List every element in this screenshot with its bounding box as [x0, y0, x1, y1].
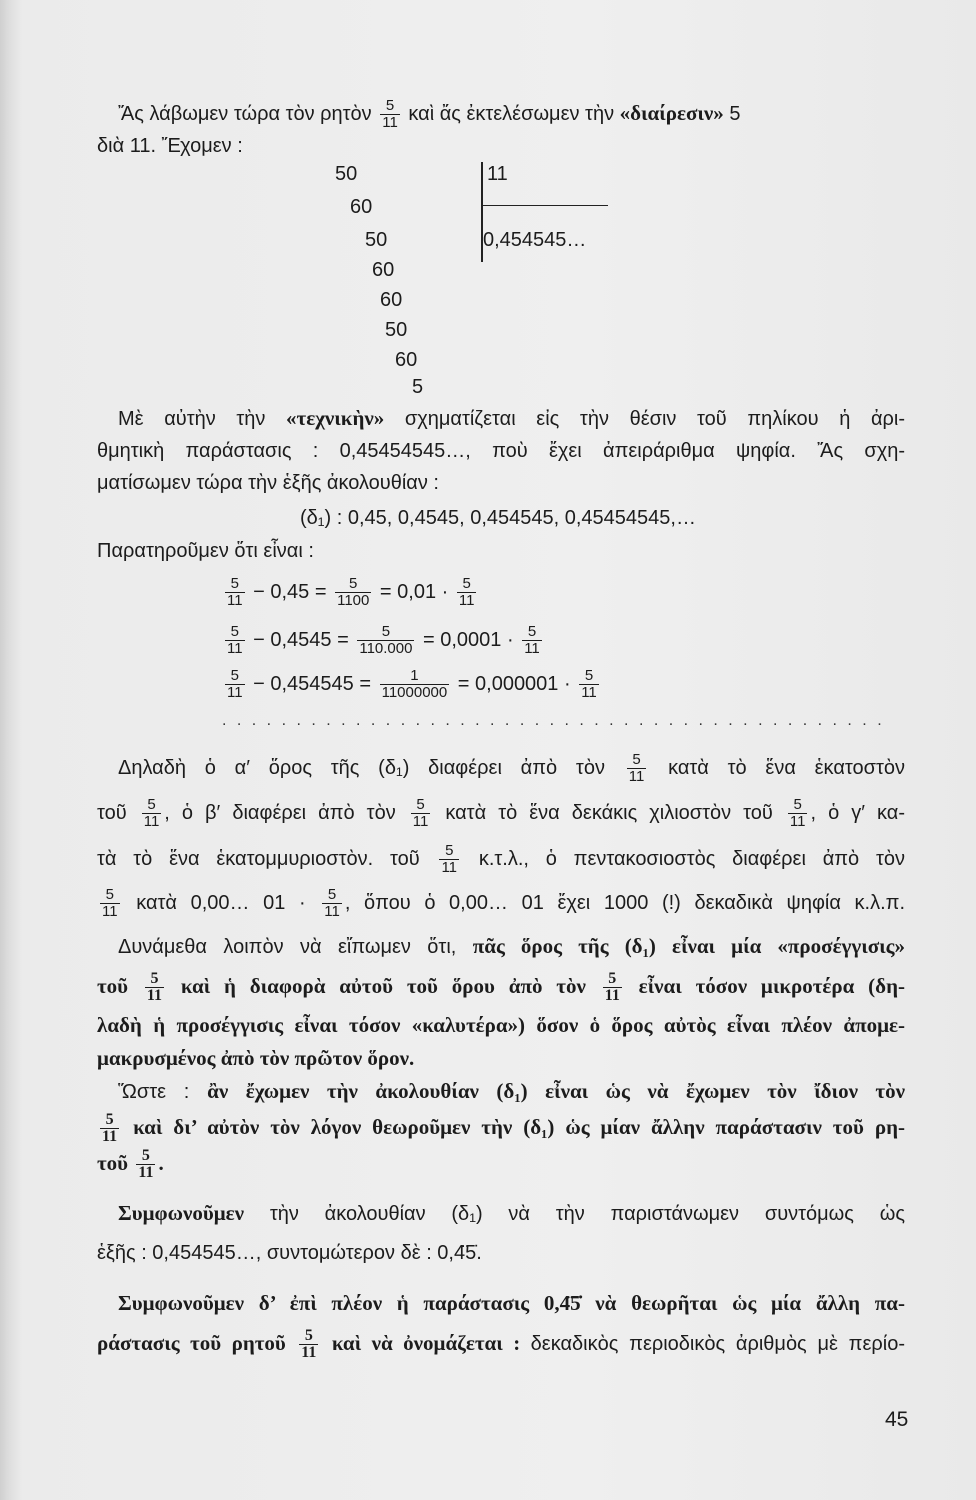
fraction	[100, 887, 120, 920]
division-horizontal-rule	[483, 205, 608, 206]
division-remainder: 5	[412, 376, 424, 398]
text: , ὁ β′ διαφέρει ἀπὸ τὸν	[164, 801, 408, 824]
text: ματίσωμεν τώρα τὴν ἑξῆς ἀκολουθίαν :	[97, 472, 439, 494]
fraction	[380, 668, 450, 701]
numerator: 5	[793, 796, 802, 813]
numerator: 5	[150, 970, 159, 987]
numerator: 5	[141, 1147, 150, 1164]
denominator: 11	[628, 768, 645, 785]
fraction	[439, 843, 459, 876]
text: Ὥστε :	[118, 1081, 208, 1103]
bold-text: Συμφωνοῦμεν δ’ ἐπὶ πλέον ἡ παράστασις 0,4̈5̇ νὰ θεωρῆται ὡς μία ἄλλη πα-	[118, 1291, 905, 1315]
denominator: 1100	[337, 592, 370, 609]
fraction	[145, 971, 164, 1004]
denominator: 11	[138, 1164, 154, 1181]
fraction	[225, 668, 245, 701]
fraction	[322, 887, 342, 920]
denominator: 11000000	[381, 684, 448, 701]
text: − 0,454545 =	[247, 672, 377, 695]
denominator: 11	[227, 684, 243, 701]
text: κ.τ.λ., ὁ πεντακοσιοστὸς διαφέρει ἀπὸ τὸν	[462, 847, 906, 870]
text: κατὰ τὸ ἕνα δεκάκις χιλιοστὸν τοῦ	[433, 801, 785, 824]
denominator: 11	[143, 813, 160, 830]
denominator: 11	[301, 1344, 317, 1361]
text: καὶ ἄς ἐκτελέσωμεν τὴν	[402, 102, 620, 125]
division-remainder: 50	[335, 163, 358, 185]
text: διὰ 11. Ἔχομεν :	[97, 135, 243, 157]
bold-text: τοῦ	[97, 973, 142, 998]
denominator: 11	[412, 813, 429, 830]
text: Μὲ αὐτὴν τὴν	[118, 408, 287, 430]
text-line	[222, 624, 545, 657]
fraction	[627, 752, 647, 785]
numerator: 5	[105, 1111, 114, 1128]
bold-text: τοῦ	[97, 1150, 134, 1175]
text: κατὰ τὸ ἕνα ἑκατοστὸν	[649, 756, 905, 779]
text-line	[300, 505, 696, 531]
text-line	[97, 438, 905, 464]
fraction	[225, 624, 245, 657]
fraction	[457, 576, 477, 609]
numerator: 5	[327, 886, 337, 903]
text: τὴν ἀκολουθίαν (δ₁) νὰ τὴν παριστάνωμεν συντόμως ὡς	[244, 1203, 905, 1225]
divisor: 11	[487, 163, 508, 185]
text-line	[222, 576, 479, 609]
text-line	[118, 1290, 905, 1317]
bold-text: μακρυσμένος ἀπὸ τὸν πρῶτον ὅρον.	[97, 1046, 415, 1070]
bold-text: «διαίρεσιν»	[619, 100, 724, 125]
denominator: 11	[581, 684, 597, 701]
text-line	[118, 752, 905, 785]
numerator: 5	[304, 1327, 313, 1344]
fraction	[299, 1328, 318, 1361]
fraction	[788, 797, 808, 830]
text: = 0,0001 ·	[417, 628, 520, 651]
text-line	[222, 668, 602, 701]
denominator: 11	[146, 987, 163, 1004]
text: − 0,4545 =	[247, 628, 355, 651]
denominator: 11	[227, 592, 243, 609]
numerator: 5	[385, 97, 395, 114]
text: Ἄς λάβωμεν τώρα τὸν ρητὸν	[118, 102, 378, 125]
text-line	[118, 1200, 905, 1227]
denominator: 11	[458, 592, 475, 609]
numerator: 5	[527, 623, 537, 640]
numerator: 5	[381, 623, 391, 640]
text: τοῦ	[97, 801, 139, 824]
numerator: 5	[445, 842, 454, 859]
text: τὰ τὸ ἕνα ἑκατομμυριοστὸν. τοῦ	[97, 847, 437, 870]
text: (δ₁) : 0,45, 0,4545, 0,454545, 0,45454545,…	[300, 507, 696, 529]
fraction	[579, 668, 599, 701]
denominator: 11	[102, 903, 118, 920]
bold-text: .	[158, 1150, 164, 1175]
bold-text: καὶ ἡ διαφορὰ αὐτοῦ τοῦ ὅρου ἀπὸ τὸν	[167, 973, 600, 998]
fraction	[335, 576, 371, 609]
division-remainder: 50	[385, 319, 408, 341]
text: 5	[723, 102, 741, 125]
text-line	[97, 1148, 164, 1181]
denominator: 110.000	[359, 640, 413, 657]
division-remainder: 60	[395, 349, 418, 371]
numerator: 5	[105, 886, 114, 903]
fraction	[100, 1112, 119, 1145]
text-line	[97, 887, 905, 920]
numerator: 5	[230, 667, 239, 684]
text: σχηματίζεται εἰς τὴν θέσιν τοῦ πηλίκου ἡ ἀρι-	[384, 408, 906, 430]
text: ἑξῆς : 0,454545…, συντομώτερον δὲ : 0,4̈5̇.	[97, 1242, 482, 1264]
text-line	[97, 1112, 905, 1145]
fraction	[411, 797, 431, 830]
text: = 0,01 ·	[374, 580, 454, 603]
numerator: 5	[230, 575, 239, 592]
dot-leader: . . . . . . . . . . . . . . . . . . . . . . . . . . . . . . . . . . . . . . . . . . . . .	[222, 712, 885, 729]
fraction	[357, 624, 414, 657]
denominator: 11	[604, 987, 620, 1004]
text: Δηλαδὴ ὁ α′ ὅρος τῆς (δ₁) διαφέρει ἀπὸ τὸν	[118, 756, 624, 779]
denominator: 11	[441, 859, 458, 876]
text-line	[118, 405, 905, 432]
denominator: 11	[789, 813, 806, 830]
text-line	[97, 971, 905, 1004]
division-remainder: 60	[350, 196, 373, 218]
numerator: 5	[349, 575, 358, 592]
denominator: 11	[324, 903, 340, 920]
text: δεκαδικὸς περιοδικὸς ἀριθμὸς μὲ περίο-	[530, 1332, 905, 1355]
text: = 0,000001 ·	[452, 672, 577, 695]
numerator: 5	[608, 970, 617, 987]
denominator: 11	[227, 640, 243, 657]
numerator: 1	[410, 667, 419, 684]
division-remainder: 50	[365, 229, 388, 251]
bold-text: ἂν ἔχωμεν τὴν ἀκολουθίαν (δ₁) εἶναι ὡς νὰ ἔχωμεν τὸν ἴδιον τὸν	[207, 1079, 905, 1103]
bold-text: ράστασις τοῦ ρητοῦ	[97, 1330, 297, 1355]
text-line	[97, 797, 905, 830]
numerator: 5	[416, 796, 425, 813]
text-line	[97, 1045, 414, 1072]
numerator: 5	[462, 575, 471, 592]
division-remainder: 60	[372, 259, 395, 281]
text-line	[97, 1328, 905, 1361]
text: Παρατηροῦμεν ὅτι εἶναι :	[97, 540, 314, 562]
fraction	[603, 971, 622, 1004]
quotient: 0,454545…	[483, 229, 587, 251]
fraction	[225, 576, 245, 609]
text-line	[97, 538, 314, 564]
text-line	[118, 98, 741, 131]
denominator: 11	[382, 114, 398, 131]
bold-text: λαδὴ ἡ προσέγγισις εἶναι τόσον «καλυτέρα») ὅσον ὁ ὅρος αὐτὸς εἶναι πλέον ἀπομε-	[97, 1013, 905, 1037]
bold-text: Συμφωνοῦμεν	[118, 1201, 245, 1225]
numerator: 5	[584, 667, 594, 684]
denominator: 11	[524, 640, 540, 657]
numerator: 5	[230, 623, 239, 640]
fraction	[136, 1148, 155, 1181]
denominator: 11	[102, 1128, 118, 1145]
text-line	[97, 843, 905, 876]
division-remainder: 60	[380, 289, 403, 311]
bold-text: καὶ νὰ ὀνομάζεται :	[321, 1330, 531, 1355]
text-line	[97, 470, 439, 496]
text: − 0,45 =	[247, 580, 333, 603]
fraction	[522, 624, 542, 657]
text-line	[118, 933, 905, 960]
text: , ὅπου ὁ 0,00… 01 ἔχει 1000 (!) δεκαδικὰ ψηφία κ.λ.π.	[344, 891, 905, 914]
text-line	[97, 1012, 905, 1039]
text: κατὰ 0,00… 01 ·	[122, 891, 320, 914]
bold-text: εἶναι τόσον μικροτέρα (δη-	[624, 973, 905, 998]
fraction	[380, 98, 400, 131]
text-line	[118, 1078, 905, 1105]
bold-text: «τεχνικὴν»	[286, 406, 385, 430]
numerator: 5	[147, 796, 156, 813]
fraction	[142, 797, 162, 830]
text: Δυνάμεθα λοιπὸν νὰ εἴπωμεν ὅτι,	[118, 936, 473, 958]
text: θμητικὴ παράστασις : 0,45454545…, ποὺ ἔχει ἀπειράριθμα ψηφία. Ἄς σχη-	[97, 440, 905, 462]
text-line	[97, 133, 243, 159]
bold-text: καὶ δι’ αὐτὸν τὸν λόγον θεωροῦμεν τὴν (δ₁) ὡς μίαν ἄλλην παράστασιν τοῦ ρη-	[122, 1114, 905, 1139]
page-number: 45	[885, 1408, 909, 1431]
text-line	[97, 1240, 482, 1266]
text: , ὁ γ′ κα-	[810, 801, 906, 824]
bold-text: πᾶς ὅρος τῆς (δ₁) εἶναι μία «προσέγγισις»	[472, 934, 905, 958]
numerator: 5	[632, 751, 641, 768]
